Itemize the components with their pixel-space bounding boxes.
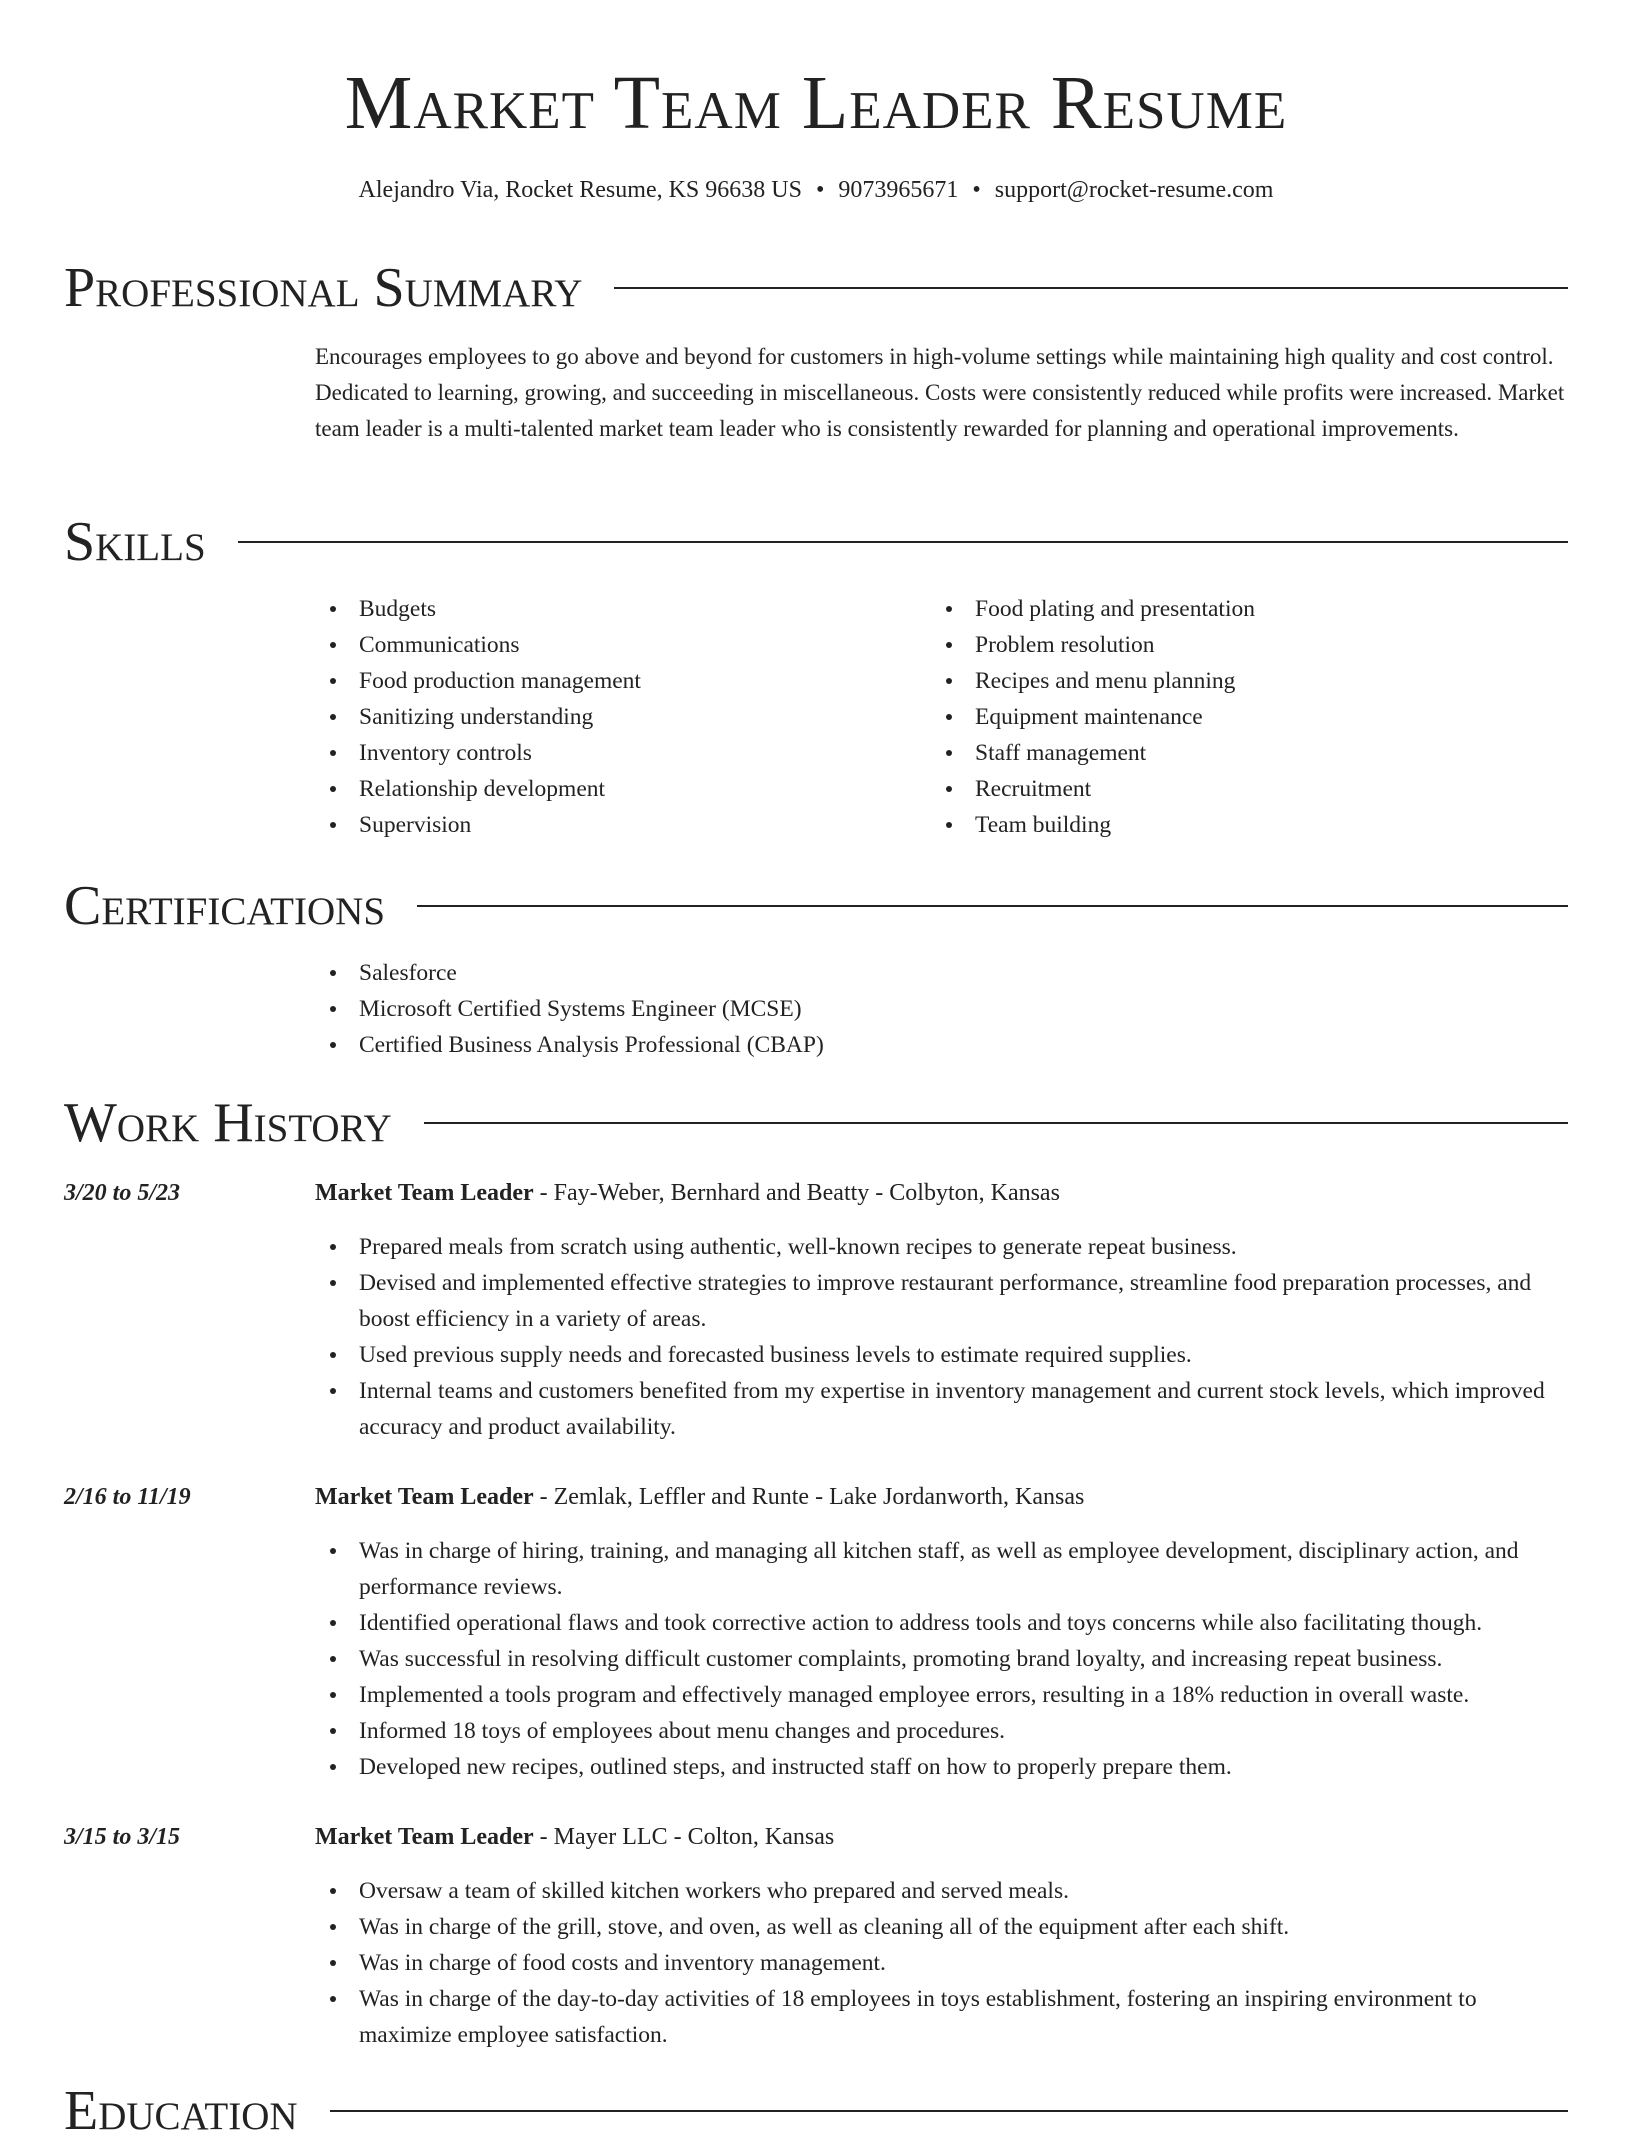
job-bullet: Used previous supply needs and forecasted business levels to estimate required supplies. xyxy=(315,1337,1568,1373)
section-title: Skills xyxy=(64,511,206,573)
skill-item: Recruitment xyxy=(931,771,1531,807)
skills-list-left xyxy=(315,591,915,843)
job-dates: 2/16 to 11/19 xyxy=(64,1484,191,1510)
certification-item: Certified Business Analysis Professional (CBAP) xyxy=(315,1027,1568,1063)
section-summary-header xyxy=(64,254,1568,322)
certifications-list xyxy=(315,955,1568,1063)
contact-separator: • xyxy=(815,177,825,203)
job-bullet: Was in charge of food costs and inventory management. xyxy=(315,1945,1568,1981)
skill-item: Food plating and presentation xyxy=(931,591,1531,627)
section-title: Education xyxy=(64,2080,298,2142)
job-title: Market Team Leader xyxy=(315,1824,534,1850)
contact-phone: 9073965671 xyxy=(838,177,959,203)
job-dates: 3/15 to 3/15 xyxy=(64,1824,181,1850)
section-title: Work History xyxy=(64,1092,392,1154)
section-divider xyxy=(614,287,1568,289)
skill-item: Inventory controls xyxy=(315,735,915,771)
job-bullet: Was in charge of the day-to-day activities of 18 employees in toys establishment, fostering an inspiring environment to maximize employee satisfaction. xyxy=(315,1981,1568,2053)
job-heading xyxy=(315,1175,1060,1211)
job-bullet: Identified operational flaws and took corrective action to address tools and toys concerns while also facilitating though. xyxy=(315,1605,1568,1641)
section-education-header xyxy=(64,2077,1568,2145)
section-divider xyxy=(417,905,1568,907)
job-bullet: Was in charge of the grill, stove, and oven, as well as cleaning all of the equipment after each shift. xyxy=(315,1909,1568,1945)
skill-item: Budgets xyxy=(315,591,915,627)
section-certifications-header xyxy=(64,872,1568,940)
summary-text: Encourages employees to go above and beyond for customers in high-volume settings while maintaining high quality and cost control. Dedicated to learning, growing, and succeeding in miscellaneous. Costs were consistently reduced while profits were increased. Market team leader is a multi-talented market team leader who is consistently rewarded for planning and operational improvements. xyxy=(315,344,1565,441)
job-bullet: Informed 18 toys of employees about menu changes and procedures. xyxy=(315,1713,1568,1749)
job-company-location: - Zemlak, Leffler and Runte - Lake Jordanworth, Kansas xyxy=(533,1484,1085,1510)
job-bullets xyxy=(315,1873,1568,2053)
contact-email[interactable]: support@rocket-resume.com xyxy=(994,177,1274,203)
job-bullet: Was in charge of hiring, training, and managing all kitchen staff, as well as employee development, disciplinary action, and performance reviews. xyxy=(315,1533,1568,1605)
page-title: Market Team Leader Resume xyxy=(344,61,1288,145)
section-skills-header xyxy=(64,508,1568,576)
job-bullet: Developed new recipes, outlined steps, and instructed staff on how to properly prepare them. xyxy=(315,1749,1568,1785)
section-title: Professional Summary xyxy=(64,257,583,319)
job-title: Market Team Leader xyxy=(315,1180,534,1206)
skill-item: Supervision xyxy=(315,807,915,843)
skill-item: Problem resolution xyxy=(931,627,1531,663)
job-dates: 3/20 to 5/23 xyxy=(64,1180,181,1206)
contact-address: Alejandro Via, Rocket Resume, KS 96638 US xyxy=(358,177,802,203)
job-bullet: Internal teams and customers benefited from my expertise in inventory management and current stock levels, which improved accuracy and product availability. xyxy=(315,1373,1568,1445)
skill-item: Sanitizing understanding xyxy=(315,699,915,735)
certification-item: Salesforce xyxy=(315,955,1568,991)
section-title: Certifications xyxy=(64,875,386,937)
skill-item: Communications xyxy=(315,627,915,663)
skill-item: Food production management xyxy=(315,663,915,699)
job-company-location: - Mayer LLC - Colton, Kansas xyxy=(533,1824,835,1850)
job-bullet: Prepared meals from scratch using authentic, well-known recipes to generate repeat business. xyxy=(315,1229,1568,1265)
job-heading xyxy=(315,1479,1084,1515)
skill-item: Relationship development xyxy=(315,771,915,807)
contact-separator: • xyxy=(972,177,981,203)
job-title: Market Team Leader xyxy=(315,1484,534,1510)
skill-item: Staff management xyxy=(931,735,1531,771)
skills-list-right xyxy=(931,591,1531,843)
job-heading xyxy=(315,1819,834,1855)
job-bullet: Was successful in resolving difficult customer complaints, promoting brand loyalty, and increasing repeat business. xyxy=(315,1641,1568,1677)
job-company-location: - Fay-Weber, Bernhard and Beatty - Colbyton, Kansas xyxy=(533,1180,1060,1206)
job-bullet: Devised and implemented effective strategies to improve restaurant performance, streamline food preparation processes, and boost efficiency in a variety of areas. xyxy=(315,1265,1568,1337)
skill-item: Recipes and menu planning xyxy=(931,663,1531,699)
job-bullets xyxy=(315,1229,1568,1445)
section-divider xyxy=(424,1122,1568,1124)
skill-item: Equipment maintenance xyxy=(931,699,1531,735)
section-divider xyxy=(238,541,1568,543)
skill-item: Team building xyxy=(931,807,1531,843)
job-bullets xyxy=(315,1533,1568,1785)
job-bullet: Implemented a tools program and effectively managed employee errors, resulting in a 18% reduction in overall waste. xyxy=(315,1677,1568,1713)
contact-line xyxy=(0,173,1632,207)
certification-item: Microsoft Certified Systems Engineer (MCSE) xyxy=(315,991,1568,1027)
section-work-history-header xyxy=(64,1089,1568,1157)
job-bullet: Oversaw a team of skilled kitchen workers who prepared and served meals. xyxy=(315,1873,1568,1909)
